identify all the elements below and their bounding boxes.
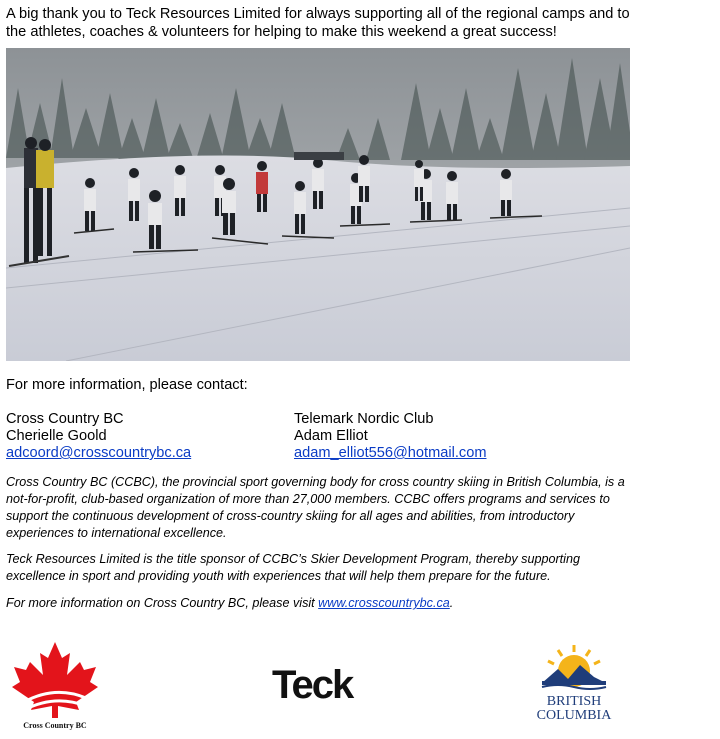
bc-logo-line1: BRITISH bbox=[546, 694, 602, 709]
contact-person: Cherielle Goold bbox=[6, 428, 107, 444]
visit-prefix: For more information on Cross Country BC, please visit bbox=[6, 596, 319, 610]
visit-suffix: . bbox=[449, 596, 454, 610]
visit-paragraph bbox=[6, 595, 626, 612]
contact-telemark bbox=[294, 411, 486, 462]
contact-person: Adam Elliot bbox=[294, 428, 368, 444]
contact-email-link[interactable]: adcoord@crosscountrybc.ca bbox=[6, 445, 192, 461]
bc-logo-line2: COLUMBIA bbox=[536, 708, 612, 723]
ccbc-website-link[interactable]: www.crosscountrybc.ca bbox=[318, 596, 450, 610]
contact-org: Cross Country BC bbox=[6, 411, 124, 427]
ccbc-logo bbox=[10, 640, 100, 732]
contact-ccbc bbox=[6, 411, 191, 462]
about-teck-paragraph: Teck Resources Limited is the title sponsor of CCBC’s Skier Development Program, thereby supporting excellence in sport and providing youth with experiences that will help them prepare for the future. bbox=[6, 552, 580, 583]
contact-heading: For more information, please contact: bbox=[6, 377, 248, 393]
ccbc-logo-text: Cross Country BC bbox=[23, 721, 87, 730]
contact-org: Telemark Nordic Club bbox=[294, 411, 434, 427]
teck-logo: Teck bbox=[272, 663, 353, 707]
contact-email-link[interactable]: adam_elliot556@hotmail.com bbox=[294, 445, 487, 461]
ski-event-photo bbox=[6, 48, 630, 361]
about-ccbc-paragraph: Cross Country BC (CCBC), the provincial sport governing body for cross country skiing in British Columbia, is a not-for-profit, club-based organization of more than 27,000 members. CCBC offers programs and services to support the continuous development of cross-country skiing for all ages and abilities, from introductory experiences to international excellence. bbox=[6, 475, 625, 540]
intro-text: A big thank you to Teck Resources Limited for always supporting all of the regional camps and to the athletes, coaches & volunteers for helping to make this weekend a great success! bbox=[6, 6, 630, 40]
bc-logo bbox=[528, 643, 620, 725]
